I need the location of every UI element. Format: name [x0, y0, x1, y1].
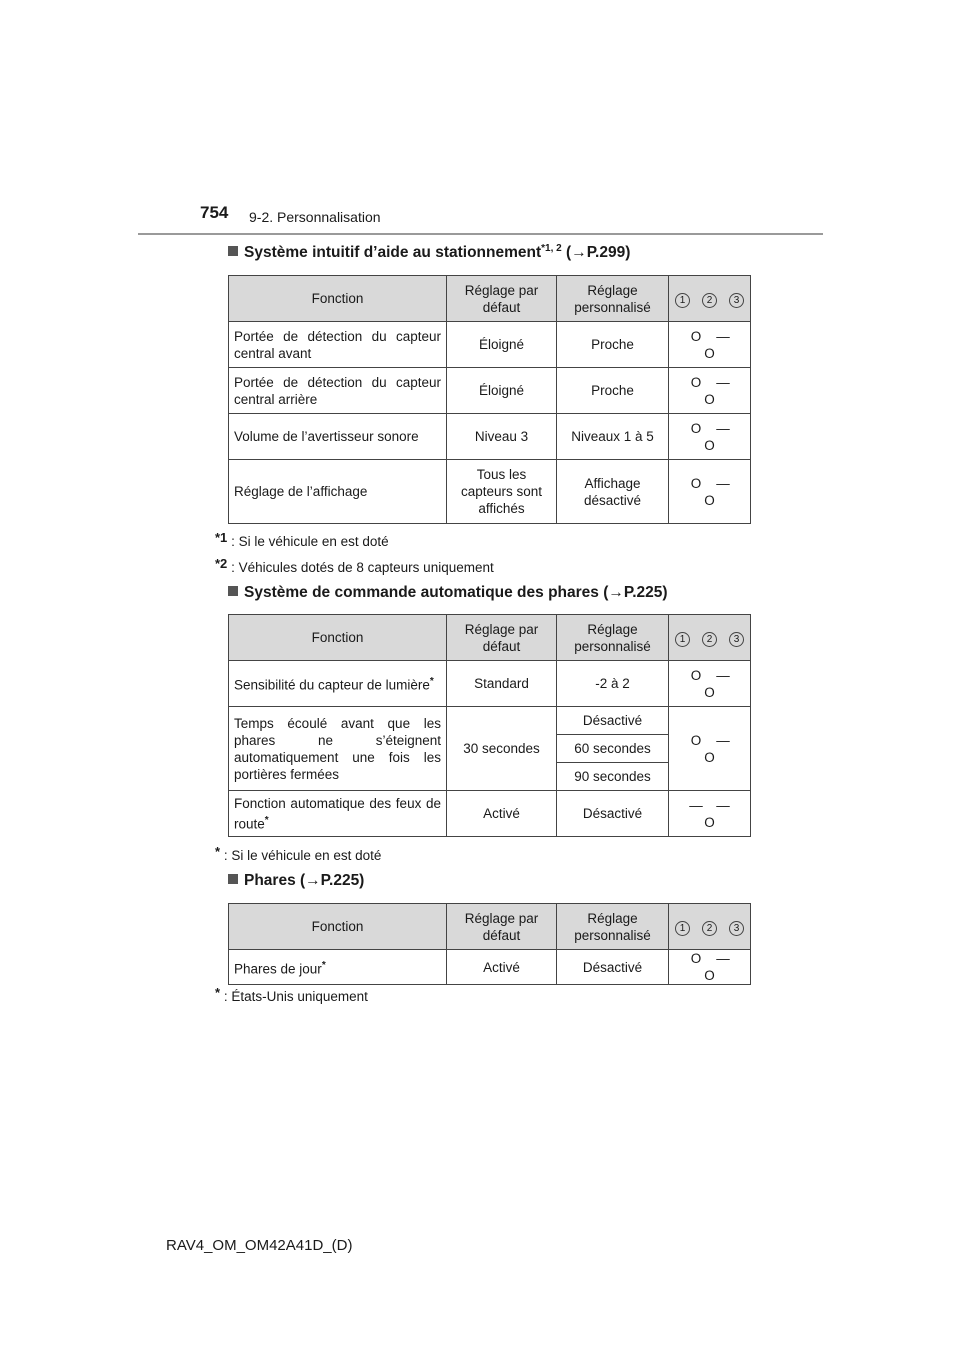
- setting-2: —: [716, 732, 730, 748]
- row-perso: Proche: [557, 322, 669, 368]
- row-settings: [669, 414, 751, 460]
- row-fonction-sup: *: [321, 959, 326, 971]
- setting-2: —: [716, 797, 730, 813]
- row-perso: Désactivé: [557, 950, 669, 985]
- row-fonction: Réglage de l’affichage: [229, 460, 447, 524]
- setting-1: O: [690, 732, 702, 748]
- row-perso-option: Désactivé: [557, 707, 669, 735]
- footnote: [215, 530, 389, 549]
- row-defaut: 30 secondes: [447, 707, 557, 791]
- setting-2: —: [716, 667, 730, 683]
- setting-3: O: [704, 684, 715, 700]
- row-fonction-text: Fonction automatique des feux de route: [234, 795, 441, 832]
- row-fonction: Portée de détection du capteur central arrière: [229, 368, 447, 414]
- section2-heading: [228, 584, 668, 602]
- section2-title: Système de commande automatique des phares: [244, 584, 599, 601]
- footnote: [215, 556, 494, 575]
- section3-heading: [228, 872, 364, 890]
- circle-2-icon: 2: [702, 293, 717, 308]
- section2-ref-link[interactable]: (→P.225): [603, 584, 668, 601]
- setting-1: O: [690, 374, 702, 390]
- footnote-text: : Si le véhicule en est doté: [231, 534, 389, 549]
- row-fonction: Portée de détection du capteur central avant: [229, 322, 447, 368]
- footnote-mark: *1: [215, 530, 228, 545]
- table-row: [229, 661, 751, 707]
- footnote-mark: *2: [215, 556, 228, 571]
- table-header-row: [229, 615, 751, 661]
- setting-2: —: [716, 951, 730, 966]
- col-defaut: Réglage par défaut: [447, 904, 557, 950]
- row-fonction: [229, 661, 447, 707]
- row-settings: [669, 661, 751, 707]
- row-defaut: Activé: [447, 950, 557, 985]
- row-fonction-sup: *: [264, 814, 269, 826]
- footnote-text: : États-Unis uniquement: [223, 989, 368, 1004]
- setting-3: O: [704, 345, 715, 361]
- row-fonction: Volume de l’avertisseur sonore: [229, 414, 447, 460]
- chapter-title: 9-2. Personnalisation: [249, 209, 381, 225]
- table-row: [229, 322, 751, 368]
- row-settings: [669, 368, 751, 414]
- col-fonction: Fonction: [229, 276, 447, 322]
- circle-2-icon: 2: [702, 921, 717, 936]
- setting-2: —: [716, 420, 730, 436]
- setting-3: O: [704, 391, 715, 407]
- footnote-mark: *: [215, 985, 221, 1000]
- setting-2: —: [716, 475, 730, 491]
- row-defaut: Standard: [447, 661, 557, 707]
- section3-table: [228, 903, 751, 985]
- col-perso: Réglage personnalisé: [557, 904, 669, 950]
- footnote-text: : Véhicules dotés de 8 capteurs uniquement: [231, 560, 494, 575]
- circle-1-icon: 1: [675, 921, 690, 936]
- row-perso: -2 à 2: [557, 661, 669, 707]
- row-fonction-sup: *: [429, 676, 434, 688]
- row-defaut: Activé: [447, 791, 557, 837]
- col-perso: Réglage personnalisé: [557, 615, 669, 661]
- col-fonction: Fonction: [229, 904, 447, 950]
- col-defaut: Réglage par défaut: [447, 615, 557, 661]
- row-defaut: Niveau 3: [447, 414, 557, 460]
- footnote: [215, 844, 381, 863]
- row-defaut: Éloigné: [447, 322, 557, 368]
- section1-table: [228, 275, 751, 524]
- row-fonction-text: Phares de jour: [234, 961, 322, 977]
- circle-3-icon: 3: [729, 632, 744, 647]
- footnote-text: : Si le véhicule en est doté: [223, 848, 382, 863]
- circle-1-icon: 1: [675, 632, 690, 647]
- setting-2: —: [716, 374, 730, 390]
- setting-1: O: [690, 475, 702, 491]
- row-settings: [669, 950, 751, 985]
- footnote: [215, 985, 368, 1004]
- setting-3: O: [704, 814, 715, 830]
- circle-1-icon: 1: [675, 293, 690, 308]
- row-settings: [669, 460, 751, 524]
- circle-2-icon: 2: [702, 632, 717, 647]
- table-row: [229, 950, 751, 985]
- setting-1: O: [690, 420, 702, 436]
- row-defaut: Éloigné: [447, 368, 557, 414]
- page-number: 754: [200, 203, 229, 222]
- table-row: [229, 791, 751, 837]
- section1-title-sup: *1, 2: [541, 243, 562, 254]
- row-settings: [669, 791, 751, 837]
- header-rule: [138, 233, 823, 235]
- row-perso-option: 90 secondes: [557, 763, 669, 791]
- bullet-square-icon: [228, 246, 238, 256]
- row-perso: Affichage désactivé: [557, 460, 669, 524]
- row-settings: [669, 322, 751, 368]
- section1-heading: [228, 243, 630, 262]
- col-perso: Réglage personnalisé: [557, 276, 669, 322]
- row-settings: [669, 707, 751, 791]
- table-row: [229, 707, 751, 735]
- row-fonction: [229, 950, 447, 985]
- row-defaut: Tous les capteurs sont affichés: [447, 460, 557, 524]
- row-fonction: [229, 791, 447, 837]
- footnote-mark: *: [215, 844, 221, 859]
- document-code: RAV4_OM_OM42A41D_(D): [166, 1237, 353, 1254]
- setting-3: O: [704, 492, 715, 508]
- circle-3-icon: 3: [729, 293, 744, 308]
- bullet-square-icon: [228, 586, 238, 596]
- row-fonction-text: Sensibilité du capteur de lumière: [234, 677, 430, 693]
- section3-title: Phares: [244, 872, 296, 889]
- col-settings: [669, 904, 751, 950]
- row-fonction: Temps écoulé avant que les phares ne s’éteignent automatiquement une fois les portières fermées: [229, 707, 447, 791]
- row-perso-option: 60 secondes: [557, 735, 669, 763]
- setting-1: O: [690, 328, 702, 344]
- setting-2: —: [716, 328, 730, 344]
- col-settings: [669, 276, 751, 322]
- setting-3: O: [704, 749, 715, 765]
- setting-3: O: [704, 968, 715, 983]
- section2-table: [228, 614, 751, 837]
- table-row: [229, 460, 751, 524]
- setting-3: O: [704, 437, 715, 453]
- row-perso: Proche: [557, 368, 669, 414]
- row-perso: Niveaux 1 à 5: [557, 414, 669, 460]
- table-header-row: [229, 904, 751, 950]
- col-fonction: Fonction: [229, 615, 447, 661]
- table-header-row: [229, 276, 751, 322]
- table-row: [229, 414, 751, 460]
- col-settings: [669, 615, 751, 661]
- section1-title: Système intuitif d’aide au stationnement: [244, 244, 542, 262]
- section1-ref-link[interactable]: (→P.299): [566, 244, 631, 262]
- setting-1: O: [690, 667, 702, 683]
- table-row: [229, 368, 751, 414]
- bullet-square-icon: [228, 874, 238, 884]
- row-perso: Désactivé: [557, 791, 669, 837]
- col-defaut: Réglage par défaut: [447, 276, 557, 322]
- setting-1: O: [690, 951, 702, 966]
- circle-3-icon: 3: [729, 921, 744, 936]
- setting-1: —: [689, 797, 703, 813]
- section3-ref-link[interactable]: (→P.225): [300, 872, 365, 889]
